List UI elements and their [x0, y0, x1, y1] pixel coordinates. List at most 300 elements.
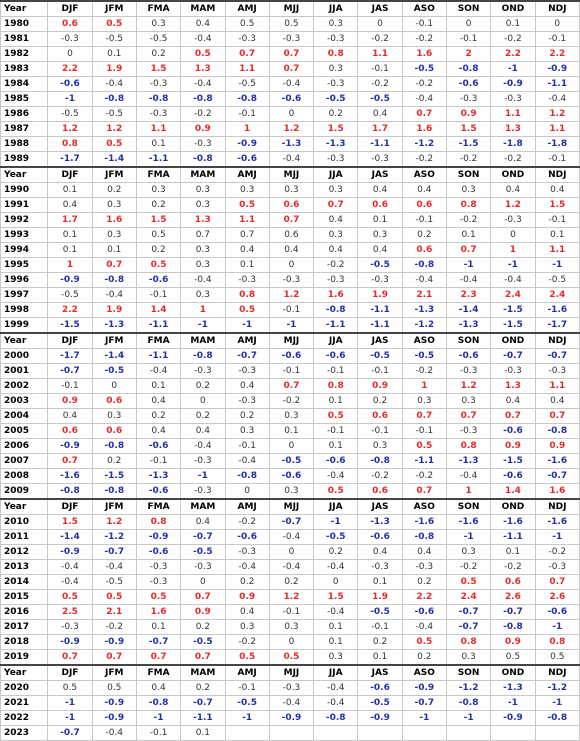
table-row	[1, 545, 580, 560]
oni-value-cell: 0.3	[225, 424, 269, 439]
oni-value-cell: 0.6	[491, 575, 535, 590]
oni-value-cell: -0.2	[225, 515, 269, 530]
table-row	[1, 213, 580, 228]
oni-value-cell: 0.3	[225, 620, 269, 635]
oni-value-cell: 0.3	[314, 17, 358, 32]
oni-value-cell: -1.6	[535, 454, 579, 469]
season-column-header: DJF	[48, 1, 92, 17]
table-row	[1, 726, 580, 741]
oni-value-cell: 0.2	[136, 47, 180, 62]
season-column-header: DJF	[48, 665, 92, 681]
oni-value-cell: 1.3	[181, 213, 225, 228]
oni-value-cell: 0	[535, 17, 579, 32]
oni-value-cell: 0.8	[48, 137, 92, 152]
oni-value-cell: -0.7	[181, 696, 225, 711]
oni-value-cell: 0.5	[136, 228, 180, 243]
oni-value-cell: 1	[225, 122, 269, 137]
oni-value-cell: -0.8	[402, 258, 446, 273]
oni-value-cell: -0.2	[402, 32, 446, 47]
season-header-row	[1, 1, 580, 17]
oni-value-cell: 0.4	[314, 213, 358, 228]
season-column-header: OND	[491, 665, 535, 681]
oni-value-cell: -0.4	[314, 469, 358, 484]
year-cell: 1999	[1, 318, 48, 334]
oni-value-cell: -0.4	[136, 364, 180, 379]
year-column-header: Year	[1, 499, 48, 515]
oni-value-cell: -0.1	[358, 62, 402, 77]
oni-value-cell: -0.2	[314, 258, 358, 273]
oni-value-cell: -0.9	[92, 696, 136, 711]
season-column-header: JAS	[358, 1, 402, 17]
oni-value-cell: -0.5	[269, 454, 313, 469]
oni-value-cell: -0.1	[225, 107, 269, 122]
season-column-header: SON	[446, 167, 490, 183]
oni-value-cell: -0.1	[535, 213, 579, 228]
oni-value-cell: 1.7	[48, 213, 92, 228]
oni-value-cell: -0.6	[358, 681, 402, 696]
oni-value-cell: 0.3	[446, 545, 490, 560]
oni-value-cell: 0.2	[181, 620, 225, 635]
oni-value-cell: -0.9	[535, 62, 579, 77]
oni-value-cell: -0.1	[402, 424, 446, 439]
oni-value-cell: -0.4	[48, 575, 92, 590]
season-column-header: MAM	[181, 1, 225, 17]
oni-value-cell: 0.8	[136, 515, 180, 530]
oni-value-cell: 0.7	[491, 409, 535, 424]
oni-value-cell: 0.2	[181, 681, 225, 696]
oni-value-cell: -0.7	[491, 605, 535, 620]
oni-value-cell: -0.6	[48, 77, 92, 92]
oni-value-cell: 0.1	[358, 213, 402, 228]
oni-value-cell: 0.1	[269, 424, 313, 439]
oni-value-cell: 0.4	[358, 243, 402, 258]
season-column-header: MAM	[181, 665, 225, 681]
oni-value-cell	[535, 726, 579, 741]
year-cell: 1988	[1, 137, 48, 152]
year-cell: 1991	[1, 198, 48, 213]
table-row	[1, 424, 580, 439]
oni-value-cell: -0.4	[314, 681, 358, 696]
oni-value-cell: -1.1	[136, 152, 180, 168]
oni-value-cell: 0.6	[358, 484, 402, 500]
year-cell: 1987	[1, 122, 48, 137]
oni-value-cell: -1.1	[136, 349, 180, 364]
oni-value-cell: -1	[446, 258, 490, 273]
table-row	[1, 183, 580, 198]
season-column-header: MJJ	[269, 665, 313, 681]
oni-value-cell: 0.3	[181, 258, 225, 273]
oni-value-cell: -0.9	[92, 711, 136, 726]
oni-value-cell: 0	[269, 439, 313, 454]
season-column-header: ASO	[402, 1, 446, 17]
table-row	[1, 439, 580, 454]
oni-value-cell: -0.9	[358, 711, 402, 726]
oni-value-cell: -0.3	[225, 32, 269, 47]
oni-value-cell: 2.4	[446, 590, 490, 605]
oni-value-cell: 1.4	[491, 484, 535, 500]
season-column-header: FMA	[136, 167, 180, 183]
oni-value-cell: -1.1	[314, 318, 358, 334]
oni-value-cell: -0.3	[136, 107, 180, 122]
oni-value-cell: -0.1	[136, 726, 180, 741]
year-cell: 2009	[1, 484, 48, 500]
oni-value-cell: 0.7	[92, 650, 136, 666]
oni-value-cell: 0.5	[225, 198, 269, 213]
oni-value-cell: 0.1	[491, 17, 535, 32]
oni-value-cell: 0.1	[314, 635, 358, 650]
oni-value-cell: -0.2	[358, 32, 402, 47]
oni-value-cell: -0.5	[402, 349, 446, 364]
oni-value-cell: 0.3	[136, 183, 180, 198]
oni-value-cell: -0.4	[181, 32, 225, 47]
oni-value-cell	[446, 726, 490, 741]
oni-value-cell: 0.5	[48, 590, 92, 605]
oni-value-cell: 0.1	[92, 47, 136, 62]
oni-value-cell: -0.1	[358, 424, 402, 439]
year-cell: 1983	[1, 62, 48, 77]
oni-value-cell: -1	[491, 258, 535, 273]
oni-value-cell: -0.5	[358, 92, 402, 107]
oni-value-cell: 2.6	[535, 590, 579, 605]
oni-value-cell: -0.8	[181, 92, 225, 107]
oni-value-cell: 0.7	[446, 409, 490, 424]
oni-value-cell: 0.7	[48, 454, 92, 469]
oni-value-cell: -0.4	[269, 77, 313, 92]
oni-value-cell: -0.3	[269, 681, 313, 696]
oni-value-cell: 0.8	[446, 198, 490, 213]
oni-value-cell: 1.5	[446, 122, 490, 137]
oni-value-cell: -0.9	[491, 711, 535, 726]
year-cell: 2005	[1, 424, 48, 439]
oni-value-cell: 1.5	[136, 213, 180, 228]
oni-value-cell: -0.5	[535, 273, 579, 288]
oni-value-cell: 2	[446, 47, 490, 62]
season-column-header: MAM	[181, 333, 225, 349]
table-row	[1, 152, 580, 168]
oni-value-cell: -0.9	[269, 711, 313, 726]
year-column-header: Year	[1, 333, 48, 349]
oni-value-cell: -0.2	[446, 560, 490, 575]
oni-value-cell: -1.8	[535, 137, 579, 152]
oni-value-cell: 0.1	[225, 258, 269, 273]
oni-value-cell: -0.8	[402, 530, 446, 545]
oni-value-cell	[402, 726, 446, 741]
oni-value-cell: -0.8	[181, 349, 225, 364]
oni-value-cell: 1.2	[446, 379, 490, 394]
oni-value-cell: 0	[314, 575, 358, 590]
oni-value-cell: 1.1	[535, 379, 579, 394]
season-column-header: JJA	[314, 333, 358, 349]
oni-value-cell: -0.3	[402, 560, 446, 575]
oni-value-cell: 1.9	[92, 62, 136, 77]
year-cell: 1997	[1, 288, 48, 303]
oni-value-cell: 0.1	[314, 439, 358, 454]
oni-value-cell: -1.6	[402, 515, 446, 530]
oni-value-cell	[314, 726, 358, 741]
year-cell: 1980	[1, 17, 48, 32]
oni-value-cell: 0.7	[535, 409, 579, 424]
oni-value-cell: -0.8	[491, 620, 535, 635]
oni-value-cell: 0.4	[225, 379, 269, 394]
oni-value-cell: -1.1	[358, 303, 402, 318]
oni-value-cell: 0.3	[358, 439, 402, 454]
oni-value-cell: 0	[92, 379, 136, 394]
table-row	[1, 650, 580, 666]
oni-value-cell: 0	[48, 47, 92, 62]
oni-value-cell: -0.4	[269, 560, 313, 575]
oni-value-cell: 1.1	[225, 213, 269, 228]
oni-value-cell: -0.1	[225, 439, 269, 454]
oni-value-cell: 0.3	[314, 183, 358, 198]
oni-value-cell: -1	[225, 711, 269, 726]
oni-value-cell: 1.1	[225, 62, 269, 77]
year-cell: 1985	[1, 92, 48, 107]
oni-value-cell: 0.7	[136, 650, 180, 666]
oni-value-cell: -0.5	[92, 107, 136, 122]
oni-value-cell: -0.7	[48, 364, 92, 379]
oni-value-cell: -0.6	[314, 454, 358, 469]
year-cell: 2015	[1, 590, 48, 605]
oni-value-cell: 0.3	[92, 409, 136, 424]
oni-value-cell: 0.5	[136, 590, 180, 605]
year-cell: 1984	[1, 77, 48, 92]
oni-value-cell: -1	[402, 711, 446, 726]
oni-value-cell: -0.6	[491, 424, 535, 439]
oni-value-cell: 0.3	[446, 183, 490, 198]
oni-value-cell: 0.5	[446, 575, 490, 590]
oni-value-cell: -0.5	[48, 288, 92, 303]
oni-value-cell: -1.4	[48, 530, 92, 545]
oni-value-cell: 0.5	[491, 650, 535, 666]
oni-value-cell: 0.5	[225, 650, 269, 666]
oni-value-cell: -0.3	[225, 545, 269, 560]
oni-value-cell: 0.3	[358, 228, 402, 243]
oni-table-body	[1, 1, 580, 741]
oni-value-cell: 0.6	[402, 198, 446, 213]
oni-value-cell: 0.6	[358, 198, 402, 213]
oni-value-cell: -1.5	[48, 318, 92, 334]
oni-value-cell: 0.7	[402, 409, 446, 424]
oni-value-cell: -1	[535, 258, 579, 273]
season-column-header: MJJ	[269, 333, 313, 349]
oni-value-cell: -0.5	[92, 32, 136, 47]
table-row	[1, 318, 580, 334]
oni-value-cell: -0.5	[48, 107, 92, 122]
oni-value-cell: 0.2	[136, 243, 180, 258]
oni-value-cell	[269, 726, 313, 741]
oni-value-cell: -0.8	[225, 469, 269, 484]
table-row	[1, 469, 580, 484]
oni-value-cell: 0.2	[136, 409, 180, 424]
oni-value-cell: -0.1	[535, 152, 579, 168]
oni-value-cell: -0.6	[491, 469, 535, 484]
oni-value-cell: -0.4	[402, 620, 446, 635]
oni-value-cell: 1.5	[314, 590, 358, 605]
oni-value-cell: -0.7	[48, 726, 92, 741]
table-row	[1, 107, 580, 122]
oni-value-cell: 0.1	[48, 183, 92, 198]
year-cell: 2012	[1, 545, 48, 560]
oni-value-cell: 0.3	[446, 650, 490, 666]
season-header-row	[1, 499, 580, 515]
oni-value-cell: -0.8	[181, 152, 225, 168]
season-column-header: SON	[446, 333, 490, 349]
season-column-header: OND	[491, 1, 535, 17]
oni-value-cell: 0.4	[181, 424, 225, 439]
oni-value-cell: -1	[446, 530, 490, 545]
year-column-header: Year	[1, 167, 48, 183]
oni-value-cell: -1.1	[358, 137, 402, 152]
oni-value-cell: 1.7	[358, 122, 402, 137]
oni-value-cell: -0.4	[92, 77, 136, 92]
oni-value-cell: 1.2	[535, 107, 579, 122]
oni-value-cell: -0.8	[136, 696, 180, 711]
year-cell: 2002	[1, 379, 48, 394]
oni-value-cell: -1.6	[48, 469, 92, 484]
oni-value-cell: 2.4	[491, 288, 535, 303]
oni-value-cell: -1.3	[269, 137, 313, 152]
oni-value-cell: -0.2	[92, 620, 136, 635]
year-cell: 2000	[1, 349, 48, 364]
year-cell: 1982	[1, 47, 48, 62]
oni-value-cell: -1.1	[491, 530, 535, 545]
season-column-header: NDJ	[535, 333, 579, 349]
oni-value-cell: 0.2	[358, 635, 402, 650]
oni-value-cell: 1.1	[136, 122, 180, 137]
year-cell: 2014	[1, 575, 48, 590]
oni-value-cell: -1.3	[402, 303, 446, 318]
oni-value-cell: 2.2	[535, 47, 579, 62]
oni-value-cell: 0.2	[358, 394, 402, 409]
oni-value-cell: 0.9	[181, 605, 225, 620]
oni-value-cell: -0.6	[225, 152, 269, 168]
oni-value-cell: 0.5	[402, 635, 446, 650]
table-row	[1, 122, 580, 137]
oni-value-cell: 2.2	[48, 62, 92, 77]
oni-value-cell: -0.4	[269, 530, 313, 545]
oni-value-cell: -1	[446, 711, 490, 726]
season-column-header: ASO	[402, 167, 446, 183]
oni-value-cell: -0.2	[491, 32, 535, 47]
oni-value-cell: -0.4	[225, 560, 269, 575]
oni-value-cell: -0.1	[269, 303, 313, 318]
oni-value-cell: 0.1	[92, 243, 136, 258]
oni-value-cell: -0.3	[181, 137, 225, 152]
oni-value-cell: 0.8	[535, 635, 579, 650]
oni-value-cell: 0.2	[314, 545, 358, 560]
oni-value-cell: -0.1	[535, 32, 579, 47]
oni-value-cell: -0.7	[491, 349, 535, 364]
oni-value-cell: -1.4	[446, 303, 490, 318]
oni-value-cell: -1.5	[491, 318, 535, 334]
year-cell: 2001	[1, 364, 48, 379]
oni-value-cell: -1.1	[535, 77, 579, 92]
oni-value-cell: -0.8	[446, 62, 490, 77]
oni-value-cell: -0.9	[92, 635, 136, 650]
oni-value-cell: -0.2	[181, 107, 225, 122]
oni-value-cell: -0.4	[314, 560, 358, 575]
oni-value-cell: 2.6	[491, 590, 535, 605]
oni-value-cell: -0.4	[92, 288, 136, 303]
oni-value-cell: -0.1	[48, 379, 92, 394]
oni-value-cell: 0.3	[181, 183, 225, 198]
season-column-header: DJF	[48, 499, 92, 515]
oni-value-cell: -0.8	[225, 92, 269, 107]
oni-value-cell: -0.1	[402, 17, 446, 32]
table-row	[1, 228, 580, 243]
oni-value-cell: -0.3	[225, 273, 269, 288]
oni-value-cell: -0.3	[314, 273, 358, 288]
season-column-header: OND	[491, 167, 535, 183]
table-row	[1, 32, 580, 47]
oni-value-cell: -1.3	[446, 454, 490, 469]
oni-value-cell: -1.6	[535, 303, 579, 318]
oni-value-cell: -0.5	[314, 92, 358, 107]
oni-value-cell: 0.3	[402, 394, 446, 409]
table-row	[1, 575, 580, 590]
oni-value-cell: -0.3	[269, 32, 313, 47]
oni-value-cell: 1.5	[136, 62, 180, 77]
oni-value-cell: 0.7	[314, 198, 358, 213]
oni-value-cell: -1	[181, 318, 225, 334]
oni-value-cell: -0.3	[225, 364, 269, 379]
oni-value-cell: 0.3	[225, 183, 269, 198]
oni-value-cell: -0.1	[136, 288, 180, 303]
oni-value-cell: 0.7	[181, 650, 225, 666]
season-column-header: FMA	[136, 333, 180, 349]
oni-value-cell: -0.5	[92, 575, 136, 590]
oni-value-cell: -0.7	[446, 605, 490, 620]
oni-value-cell: 1.6	[535, 484, 579, 500]
season-column-header: DJF	[48, 167, 92, 183]
oni-value-cell: -0.3	[446, 424, 490, 439]
oni-value-cell: -0.9	[402, 681, 446, 696]
oni-value-cell: -1.5	[446, 137, 490, 152]
oni-value-cell: -0.8	[92, 273, 136, 288]
table-row	[1, 349, 580, 364]
oni-value-cell: 0.4	[269, 243, 313, 258]
season-column-header: JFM	[92, 333, 136, 349]
oni-value-cell: 0.7	[48, 650, 92, 666]
oni-value-cell: 0.5	[269, 650, 313, 666]
oni-value-cell: -0.4	[535, 92, 579, 107]
oni-value-cell: 1.2	[92, 122, 136, 137]
oni-value-cell: -1	[535, 696, 579, 711]
oni-value-cell: 0.2	[92, 454, 136, 469]
oni-value-cell: -0.3	[225, 394, 269, 409]
year-cell: 2010	[1, 515, 48, 530]
oni-value-cell: 0.3	[314, 650, 358, 666]
oni-value-cell: -0.5	[358, 258, 402, 273]
season-column-header: JFM	[92, 167, 136, 183]
oni-value-cell: -1.1	[136, 318, 180, 334]
oni-value-cell: -0.9	[48, 439, 92, 454]
oni-value-cell: 1.2	[491, 198, 535, 213]
oni-value-cell: -0.6	[269, 469, 313, 484]
oni-value-cell: 0.3	[269, 620, 313, 635]
oni-value-cell: 1.9	[358, 288, 402, 303]
oni-value-cell: -0.4	[48, 560, 92, 575]
table-row	[1, 560, 580, 575]
table-row	[1, 515, 580, 530]
season-column-header: OND	[491, 333, 535, 349]
oni-value-cell: -1.3	[314, 137, 358, 152]
oni-value-cell: -0.3	[491, 92, 535, 107]
oni-value-cell: 0.1	[136, 137, 180, 152]
oni-value-cell: 0.3	[181, 288, 225, 303]
oni-value-cell: -1.8	[491, 137, 535, 152]
oni-value-cell: 0.4	[136, 681, 180, 696]
